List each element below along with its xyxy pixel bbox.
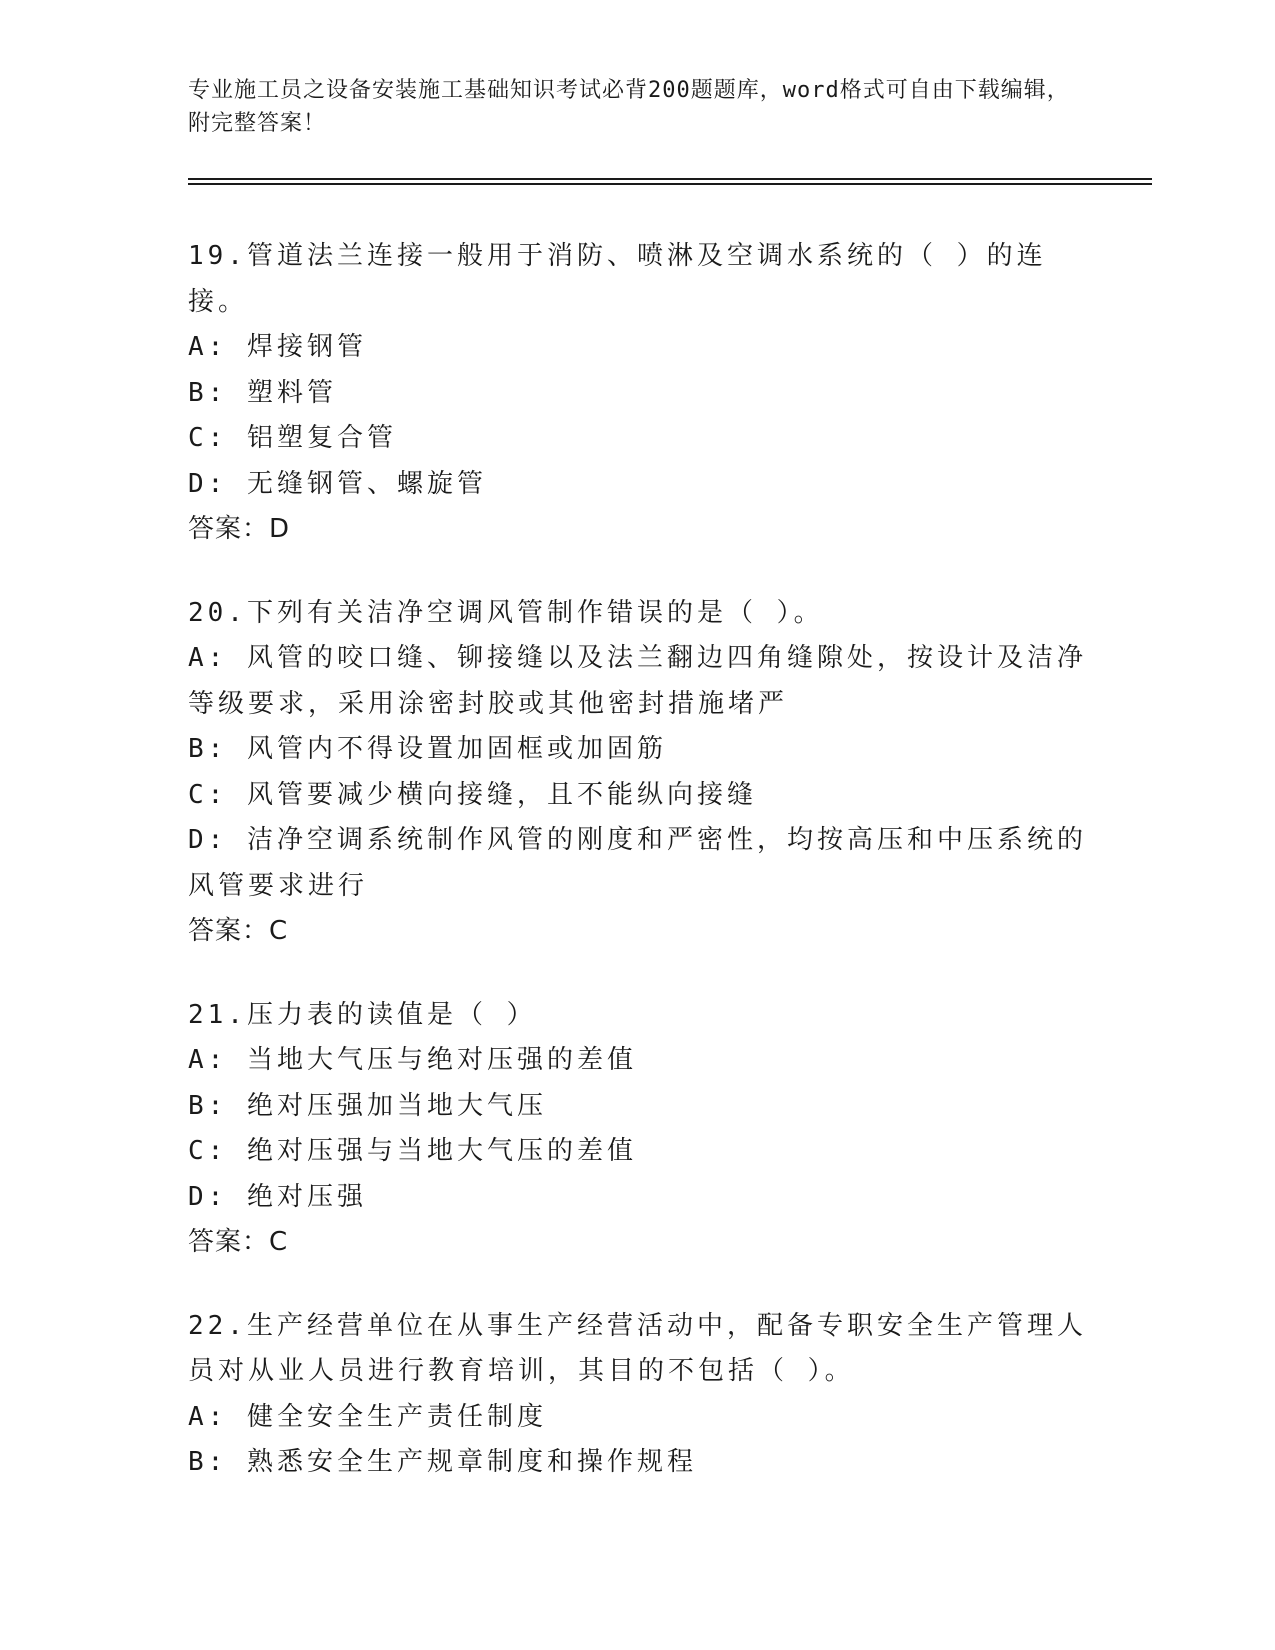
question-item [188,591,1088,955]
option-c: C: 风管要减少横向接缝，且不能纵向接缝 [188,779,757,810]
option-a: A: 焊接钢管 [188,332,367,362]
question-item [188,234,1088,553]
option-a: A: 健全安全生产责任制度 [188,1401,547,1432]
question-stem: 20.下列有关洁净空调风管制作错误的是（ ）。 [188,597,824,628]
question-list [188,234,1088,1524]
option-d: D: 无缝钢管、螺旋管 [188,468,487,499]
question-item [188,1304,1088,1486]
question-stem: 22.生产经营单位在从事生产经营活动中，配备专职安全生产管理人员对从业人员进行教育培训，其目的不包括（ ）。 [188,1310,1087,1386]
question-stem: 19.管道法兰连接一般用于消防、喷淋及空调水系统的（ ）的连接。 [188,241,1047,317]
option-b: B: 绝对压强加当地大气压 [188,1090,547,1121]
answer-line: 答案：C [188,1227,289,1257]
option-d: D: 绝对压强 [188,1181,367,1212]
option-c: C: 绝对压强与当地大气压的差值 [188,1136,637,1166]
option-a: A: 风管的咬口缝、铆接缝以及法兰翻边四角缝隙处，按设计及洁净等级要求，采用涂密封胶或其他密封措施堵严 [188,643,1087,719]
answer-line: 答案：D [188,514,291,544]
option-c: C: 铝塑复合管 [188,423,397,453]
question-stem: 21.压力表的读值是（ ） [188,999,537,1030]
answer-line: 答案：C [188,916,289,946]
header-divider [188,183,1152,185]
option-d: D: 洁净空调系统制作风管的刚度和严密性，均按高压和中压系统的风管要求进行 [188,825,1087,901]
header-title: 专业施工员之设备安装施工基础知识考试必背200题题库，word格式可自由下载编辑，附完整答案！ [188,78,1070,136]
option-b: B: 塑料管 [188,377,337,408]
header-divider [188,178,1152,180]
option-a: A: 当地大气压与绝对压强的差值 [188,1045,637,1075]
document-header [188,74,1088,140]
option-b: B: 熟悉安全生产规章制度和操作规程 [188,1447,697,1477]
option-b: B: 风管内不得设置加固框或加固筋 [188,734,667,764]
question-item [188,993,1088,1266]
